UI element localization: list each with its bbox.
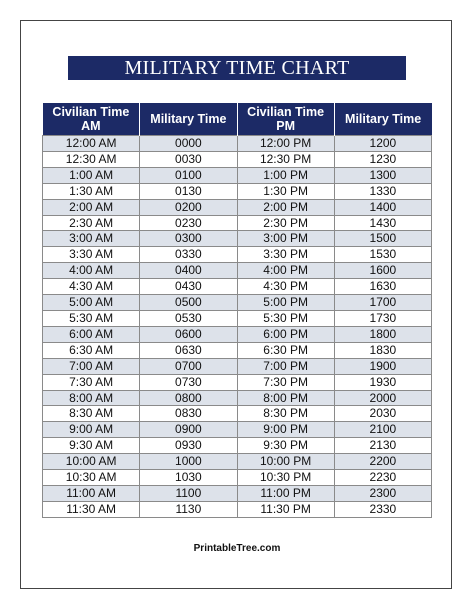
civilian-am-cell: 11:00 AM <box>43 485 140 501</box>
military-pm-cell: 1700 <box>334 295 431 311</box>
civilian-pm-cell: 4:00 PM <box>237 263 334 279</box>
military-am-cell: 0830 <box>140 406 237 422</box>
civilian-am-cell: 6:30 AM <box>43 342 140 358</box>
civilian-pm-cell: 3:30 PM <box>237 247 334 263</box>
civilian-pm-cell: 7:30 PM <box>237 374 334 390</box>
civilian-am-cell: 2:30 AM <box>43 215 140 231</box>
military-am-cell: 0000 <box>140 136 237 152</box>
military-pm-cell: 1530 <box>334 247 431 263</box>
table-header-row <box>43 103 432 136</box>
civilian-pm-cell: 3:00 PM <box>237 231 334 247</box>
civilian-am-cell: 9:00 AM <box>43 422 140 438</box>
military-pm-cell: 1630 <box>334 279 431 295</box>
civilian-am-cell: 12:00 AM <box>43 136 140 152</box>
military-pm-cell: 2230 <box>334 470 431 486</box>
military-pm-cell: 1900 <box>334 358 431 374</box>
civilian-am-cell: 3:00 AM <box>43 231 140 247</box>
table-row <box>43 454 432 470</box>
civilian-am-cell: 7:30 AM <box>43 374 140 390</box>
civilian-am-cell: 10:00 AM <box>43 454 140 470</box>
military-am-cell: 0100 <box>140 167 237 183</box>
civilian-am-cell: 6:00 AM <box>43 326 140 342</box>
military-am-cell: 0630 <box>140 342 237 358</box>
civilian-pm-cell: 4:30 PM <box>237 279 334 295</box>
table-row <box>43 342 432 358</box>
civilian-am-cell: 4:00 AM <box>43 263 140 279</box>
civilian-pm-cell: 6:00 PM <box>237 326 334 342</box>
military-am-cell: 0530 <box>140 310 237 326</box>
civilian-pm-cell: 1:30 PM <box>237 183 334 199</box>
military-pm-cell: 2130 <box>334 438 431 454</box>
military-pm-cell: 1500 <box>334 231 431 247</box>
military-pm-cell: 1600 <box>334 263 431 279</box>
table-row <box>43 136 432 152</box>
military-pm-cell: 2200 <box>334 454 431 470</box>
header-military-pm: Military Time <box>334 103 431 136</box>
civilian-am-cell: 1:30 AM <box>43 183 140 199</box>
table-row <box>43 406 432 422</box>
military-pm-cell: 2000 <box>334 390 431 406</box>
military-am-cell: 0030 <box>140 151 237 167</box>
civilian-pm-cell: 11:30 PM <box>237 501 334 517</box>
table-row <box>43 326 432 342</box>
civilian-am-cell: 9:30 AM <box>43 438 140 454</box>
table-row <box>43 263 432 279</box>
military-pm-cell: 1800 <box>334 326 431 342</box>
table-row <box>43 199 432 215</box>
table-row <box>43 151 432 167</box>
civilian-pm-cell: 1:00 PM <box>237 167 334 183</box>
military-pm-cell: 1430 <box>334 215 431 231</box>
civilian-pm-cell: 12:00 PM <box>237 136 334 152</box>
table-row <box>43 358 432 374</box>
page-title: MILITARY TIME CHART <box>68 56 406 80</box>
military-am-cell: 0900 <box>140 422 237 438</box>
civilian-pm-cell: 8:30 PM <box>237 406 334 422</box>
civilian-am-cell: 12:30 AM <box>43 151 140 167</box>
table-row <box>43 231 432 247</box>
military-pm-cell: 1200 <box>334 136 431 152</box>
civilian-pm-cell: 8:00 PM <box>237 390 334 406</box>
table-row <box>43 422 432 438</box>
table-row <box>43 438 432 454</box>
military-am-cell: 0330 <box>140 247 237 263</box>
civilian-pm-cell: 10:30 PM <box>237 470 334 486</box>
civilian-am-cell: 8:00 AM <box>43 390 140 406</box>
table-row <box>43 167 432 183</box>
civilian-pm-cell: 9:00 PM <box>237 422 334 438</box>
table-row <box>43 247 432 263</box>
military-pm-cell: 1730 <box>334 310 431 326</box>
header-military-am: Military Time <box>140 103 237 136</box>
civilian-pm-cell: 5:30 PM <box>237 310 334 326</box>
table-row <box>43 390 432 406</box>
military-am-cell: 0400 <box>140 263 237 279</box>
civilian-am-cell: 1:00 AM <box>43 167 140 183</box>
civilian-pm-cell: 6:30 PM <box>237 342 334 358</box>
military-pm-cell: 2330 <box>334 501 431 517</box>
civilian-am-cell: 11:30 AM <box>43 501 140 517</box>
civilian-am-cell: 4:30 AM <box>43 279 140 295</box>
civilian-pm-cell: 10:00 PM <box>237 454 334 470</box>
civilian-pm-cell: 2:30 PM <box>237 215 334 231</box>
military-am-cell: 0930 <box>140 438 237 454</box>
military-am-cell: 0430 <box>140 279 237 295</box>
civilian-pm-cell: 2:00 PM <box>237 199 334 215</box>
military-am-cell: 1000 <box>140 454 237 470</box>
civilian-am-cell: 10:30 AM <box>43 470 140 486</box>
civilian-am-cell: 5:30 AM <box>43 310 140 326</box>
table-body <box>43 136 432 518</box>
table-row <box>43 295 432 311</box>
table-row <box>43 501 432 517</box>
civilian-am-cell: 8:30 AM <box>43 406 140 422</box>
military-pm-cell: 1400 <box>334 199 431 215</box>
military-am-cell: 1030 <box>140 470 237 486</box>
military-am-cell: 0200 <box>140 199 237 215</box>
table-row <box>43 183 432 199</box>
military-am-cell: 0500 <box>140 295 237 311</box>
military-pm-cell: 2300 <box>334 485 431 501</box>
table-row <box>43 310 432 326</box>
civilian-pm-cell: 12:30 PM <box>237 151 334 167</box>
military-pm-cell: 1330 <box>334 183 431 199</box>
military-pm-cell: 1930 <box>334 374 431 390</box>
civilian-pm-cell: 7:00 PM <box>237 358 334 374</box>
table-row <box>43 279 432 295</box>
civilian-am-cell: 5:00 AM <box>43 295 140 311</box>
civilian-pm-cell: 9:30 PM <box>237 438 334 454</box>
military-am-cell: 0600 <box>140 326 237 342</box>
table-row <box>43 374 432 390</box>
military-am-cell: 0130 <box>140 183 237 199</box>
table-row <box>43 470 432 486</box>
civilian-am-cell: 7:00 AM <box>43 358 140 374</box>
military-pm-cell: 2100 <box>334 422 431 438</box>
military-time-table <box>42 103 432 518</box>
header-civilian-pm: Civilian Time PM <box>237 103 334 136</box>
header-civilian-am: Civilian Time AM <box>43 103 140 136</box>
military-am-cell: 1130 <box>140 501 237 517</box>
military-am-cell: 0300 <box>140 231 237 247</box>
civilian-pm-cell: 11:00 PM <box>237 485 334 501</box>
military-pm-cell: 1230 <box>334 151 431 167</box>
footer-site-name: PrintableTree.com <box>193 543 281 554</box>
military-am-cell: 0230 <box>140 215 237 231</box>
civilian-pm-cell: 5:00 PM <box>237 295 334 311</box>
table-row <box>43 215 432 231</box>
military-am-cell: 0800 <box>140 390 237 406</box>
military-am-cell: 1100 <box>140 485 237 501</box>
civilian-am-cell: 2:00 AM <box>43 199 140 215</box>
military-pm-cell: 2030 <box>334 406 431 422</box>
military-pm-cell: 1830 <box>334 342 431 358</box>
military-pm-cell: 1300 <box>334 167 431 183</box>
table-row <box>43 485 432 501</box>
military-am-cell: 0700 <box>140 358 237 374</box>
civilian-am-cell: 3:30 AM <box>43 247 140 263</box>
military-am-cell: 0730 <box>140 374 237 390</box>
